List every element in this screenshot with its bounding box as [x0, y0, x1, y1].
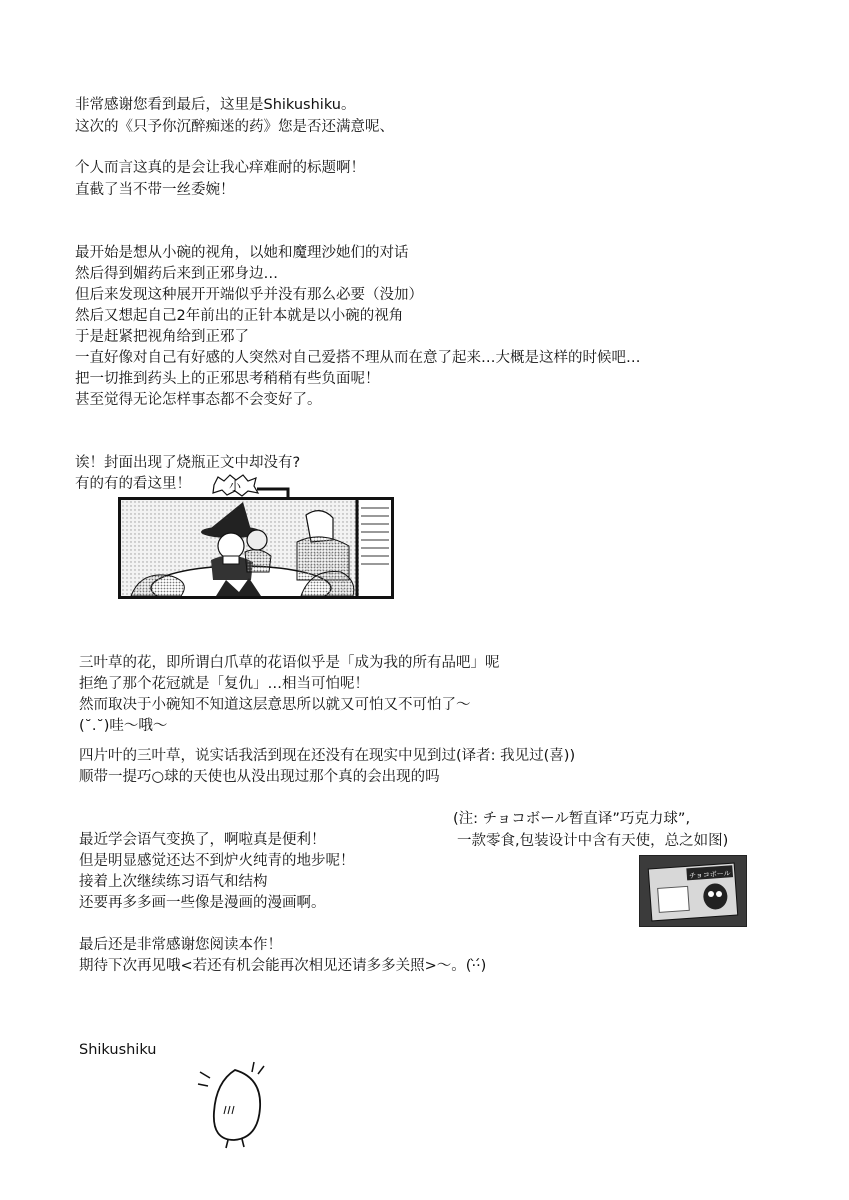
note-line: (注: チョコボール暂直译”巧克力球”,: [453, 811, 691, 827]
text-line: 但是明显感觉还达不到炉火纯青的地步呢！: [79, 853, 355, 869]
text-line: 然后又想起自己2年前出的正针本就是以小碗的视角: [75, 308, 404, 324]
product-photo: [639, 855, 747, 927]
text-line: 最后还是非常感谢您阅读本作！: [79, 937, 282, 953]
text-line: 期待下次再见哦<若还有机会能再次相见还请多多关照>～。(·̀·́): [79, 958, 487, 974]
text-line: 拒绝了那个花冠就是「复仇」…相当可怕呢！: [79, 676, 369, 692]
text-line: 最开始是想从小碗的视角，以她和魔理沙她们的对话: [75, 245, 409, 261]
signature: Shikushiku: [79, 1042, 157, 1058]
text-line: (˘.˘)哇～哦～: [79, 718, 168, 734]
speech-bubble: [210, 473, 260, 497]
text-line: 诶！封面出现了烧瓶正文中却没有?: [75, 455, 301, 471]
text-line: 非常感谢您看到最后，这里是Shikushiku。: [75, 97, 356, 113]
text-line: 有的有的看这里！: [75, 476, 191, 492]
text-line: 直截了当不带一丝委婉！: [75, 182, 235, 198]
text-line: 甚至觉得无论怎样事态都不会变好了。: [75, 392, 322, 408]
text-line: 还要再多多画一些像是漫画的漫画啊。: [79, 895, 326, 911]
text-line: 于是赶紧把视角给到正邪了: [75, 329, 249, 345]
product-label: チョコボール: [688, 869, 731, 881]
text-line: 顺带一提巧○球的天使也从没出现过那个真的会出现的吗: [79, 769, 440, 785]
text-line: 一直好像对自己有好感的人突然对自己爱搭不理从而在意了起来…大概是这样的时候吧…: [75, 350, 641, 366]
text-line: 接着上次继续练习语气和结构: [79, 874, 268, 890]
manga-panel: [118, 497, 394, 599]
text-line: 最近学会语气变换了，啊啦真是便利！: [79, 832, 326, 848]
bubble-text: 小: [228, 479, 242, 493]
text-line: 但后来发现这种展开开端似乎并没有那么必要（没加）: [75, 287, 423, 303]
text-line: 然而取决于小碗知不知道这层意思所以就又可怕又不可怕了～: [79, 697, 471, 713]
text-line: 四片叶的三叶草，说实话我活到现在还没有在现实中见到过(译者: 我见过(喜)): [79, 748, 576, 764]
text-line: 把一切推到药头上的正邪思考稍稍有些负面呢！: [75, 371, 380, 387]
note-line: 一款零食,包装设计中含有天使，总之如图): [457, 833, 729, 849]
text-line: 三叶草的花，即所谓白爪草的花语似乎是「成为我的所有品吧」呢: [79, 655, 500, 671]
text-line: 然后得到媚药后来到正邪身边…: [75, 266, 278, 282]
mascot-doodle: [190, 1058, 280, 1150]
text-line: 个人而言这真的是会让我心痒难耐的标题啊！: [75, 160, 365, 176]
manga-panel-art: [121, 500, 391, 596]
text-line: 这次的《只予你沉醉痴迷的药》您是否还满意呢、: [75, 119, 394, 135]
